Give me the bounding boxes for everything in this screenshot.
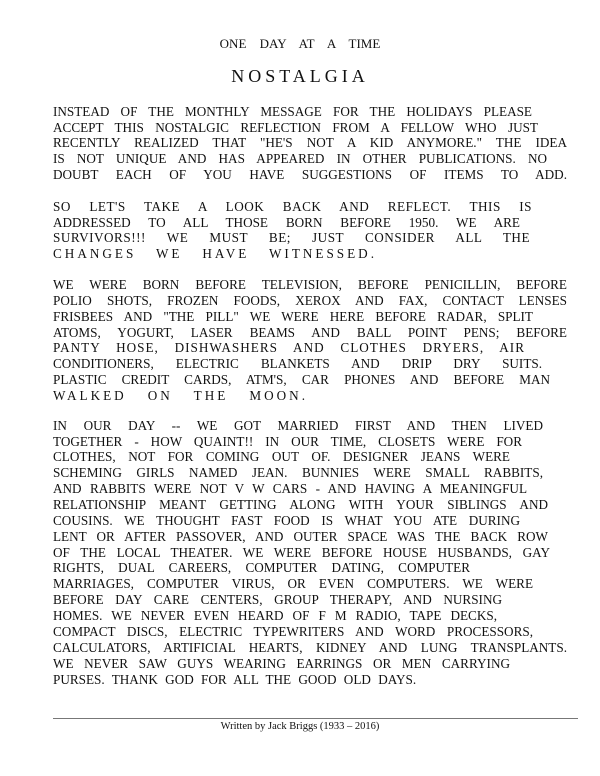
text-line: COUSINS. WE THOUGHT FAST FOOD IS WHAT YOU ATE DURING [53,513,520,528]
text-line: PANTY HOSE, DISHWASHERS AND CLOTHES DRYERS, AIR [53,340,525,355]
text-line: CONDITIONERS, ELECTRIC BLANKETS AND DRIP DRY SUITS. [53,356,542,371]
text-line: CLOTHES, NOT FOR COMING OUT OF. DESIGNER JEANS WERE [53,449,510,464]
text-line: PURSES. THANK GOD FOR ALL THE GOOD OLD DAYS. [53,672,417,687]
footer-divider [53,718,578,719]
text-line: OF THE LOCAL THEATER. WE WERE BEFORE HOUSE HUSBANDS, GAY [53,545,550,560]
text-line: RIGHTS, DUAL CAREERS, COMPUTER DATING, COMPUTER [53,560,470,575]
text-line: IS NOT UNIQUE AND HAS APPEARED IN OTHER PUBLICATIONS. NO [53,151,547,166]
text-line: POLIO SHOTS, FROZEN FOODS, XEROX AND FAX, CONTACT LENSES [53,293,567,308]
text-line: WALKED ON THE MOON. [53,388,308,403]
text-line: INSTEAD OF THE MONTHLY MESSAGE FOR THE HOLIDAYS PLEASE [53,104,532,119]
text-line: ACCEPT THIS NOSTALGIC REFLECTION FROM A FELLOW WHO JUST [53,120,538,135]
text-line: BEFORE DAY CARE CENTERS, GROUP THERAPY, AND NURSING [53,592,502,607]
text-line: RECENTLY REALIZED THAT "HE'S NOT A KID ANYMORE." THE IDEA [53,135,567,150]
text-line: WE NEVER SAW GUYS WEARING EARRINGS OR MEN CARRYING [53,656,510,671]
text-line: IN OUR DAY -- WE GOT MARRIED FIRST AND THEN LIVED [53,418,543,433]
text-line: ADDRESSED TO ALL THOSE BORN BEFORE 1950. WE ARE [53,215,520,230]
document-subtitle: ONE DAY AT A TIME [219,36,381,51]
text-line: HOMES. WE NEVER EVEN HEARD OF F M RADIO, TAPE DECKS, [53,608,497,623]
text-line: CHANGES WE HAVE WITNESSED. [53,246,377,261]
text-line: SCHEMING GIRLS NAMED JEAN. BUNNIES WERE SMALL RABBITS, [53,465,543,480]
text-line: TOGETHER - HOW QUAINT!! IN OUR TIME, CLOSETS WERE FOR [53,434,522,449]
document-title: NOSTALGIA [231,66,369,86]
text-line: WE WERE BORN BEFORE TELEVISION, BEFORE PENICILLIN, BEFORE [53,277,567,292]
text-line: AND RABBITS WERE NOT V W CARS - AND HAVING A MEANINGFUL [53,481,527,496]
text-line: LENT OR AFTER PASSOVER, AND OUTER SPACE WAS THE BACK ROW [53,529,548,544]
text-line: RELATIONSHIP MEANT GETTING ALONG WITH YOUR SIBLINGS AND [53,497,548,512]
text-line: MARRIAGES, COMPUTER VIRUS, OR EVEN COMPUTERS. WE WERE [53,576,533,591]
text-line: COMPACT DISCS, ELECTRIC TYPEWRITERS AND WORD PROCESSORS, [53,624,533,639]
text-line: ATOMS, YOGURT, LASER BEAMS AND BALL POINT PENS; BEFORE [53,325,567,340]
text-line: SURVIVORS!!! WE MUST BE; JUST CONSIDER ALL THE [53,230,530,245]
text-line: SO LET'S TAKE A LOOK BACK AND REFLECT. THIS IS [53,199,532,214]
author-credit: Written by Jack Briggs (1933 – 2016) [220,721,380,732]
text-line: DOUBT EACH OF YOU HAVE SUGGESTIONS OF ITEMS TO ADD. [53,167,567,182]
text-line: FRISBEES AND "THE PILL" WE WERE HERE BEFORE RADAR, SPLIT [53,309,533,324]
text-line: PLASTIC CREDIT CARDS, ATM'S, CAR PHONES AND BEFORE MAN [53,372,550,387]
text-line: CALCULATORS, ARTIFICIAL HEARTS, KIDNEY AND LUNG TRANSPLANTS. [53,640,567,655]
